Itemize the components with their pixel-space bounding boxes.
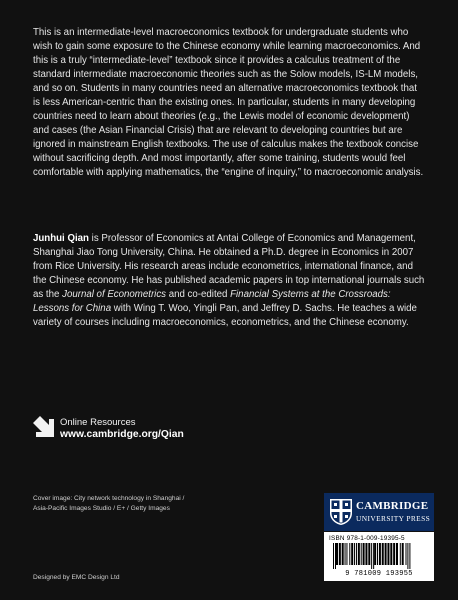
bio-text-1: is Professor of Economics at Antai College of Economics and Management, Shanghai Jiao Tong University, China. He obtained a Ph.D. degree in Economics in 2007 from Rice University. His research areas include econometrics, international finance, and the Chinese economy. He has published academic papers in top international journals such as the [33,233,425,300]
barcode-bar [407,543,408,569]
journal-title: Journal of Econometrics [62,289,167,300]
barcode-bar [368,543,370,565]
barcode-bar [365,543,367,565]
barcode-bar [406,543,407,565]
barcode-bar [354,543,355,565]
barcode-bar [373,543,374,569]
online-resources [33,414,253,454]
barcode-bar [349,543,350,565]
barcode-bar [339,543,341,565]
publisher-name: CAMBRIDGE [356,500,429,512]
barcode-bar [342,543,344,565]
barcode-bar [346,543,347,565]
bio-paragraph [33,232,425,330]
designer-credit: Designed by EMC Design Ltd [33,574,120,581]
barcode-bar [387,543,389,565]
cambridge-shield-icon [329,498,353,526]
barcode-bar [358,543,360,565]
barcode-bar [377,543,378,565]
credit-line-1: Cover image: City network technology in Shanghai / [33,495,185,502]
barcode-bar [409,543,410,569]
author-bio [33,232,425,330]
cover-image-credit [33,494,243,514]
barcode-bar [333,543,334,569]
publisher-logo [324,493,434,531]
barcode-bars [332,543,426,569]
online-resources-label: Online Resources [60,417,136,428]
barcode-digits: 9 781009 193955 [345,570,413,578]
barcode-bar [374,543,376,565]
barcode-bar [379,543,381,565]
book-description [33,26,425,180]
barcode-bar [396,543,398,565]
barcode-bar [393,543,395,565]
bio-text-2: and co-edited [166,289,231,300]
barcode-bar [385,543,387,565]
barcode-bar [382,543,384,565]
barcode-bar [356,543,357,565]
credit-line-2: Asia-Pacific Images Studio / E+ / Getty Images [33,505,170,512]
barcode-bar [363,543,365,565]
barcode-bar [335,543,336,569]
author-name: Junhui Qian [33,233,89,244]
arrow-down-right-icon [33,416,55,438]
barcode-bar [361,543,362,565]
barcode-bar [351,543,353,565]
isbn-barcode [324,532,434,581]
barcode-bar [345,543,346,565]
publisher-subtitle: UNIVERSITY PRESS [356,514,431,523]
barcode-bar [402,543,404,565]
isbn-label: ISBN 978-1-009-19395-5 [329,535,405,542]
barcode-bar [371,543,372,569]
book-title: Financial Systems at the Crossroads: Lessons for China [33,289,391,314]
description-paragraph: This is an intermediate-level macroeconomics textbook for undergraduate students who wish to gain some exposure to the Chinese economy while learning macroeconomics. And this is a truly “intermediate-level” textbook since it provides a calculus treatment of the standard intermediate macroeconomic theories such as the Solow models, IS-LM models, and so on. Students in many countries need an alternative macroeconomics textbook that is less American-centric than the existing ones. In particular, students in many developing countries need to learn about theories (e.g., the Lewis model of economic development) and cases (the Asian Financial Crisis) that are relevant to developing countries but are ignored in mainstream English textbooks. The use of calculus makes the textbook concise without sacrificing depth. And most importantly, after some training, students would feel comfortable with applying mathematics, the “engine of inquiry,” to macroeconomic analysis. [33,27,424,178]
bio-text-3: with Wing T. Woo, Yingli Pan, and Jeffrey D. Sachs. He teaches a wide variety of courses including macroeconomics, econometrics, and the Chinese economy. [33,303,417,328]
barcode-bar [400,543,401,565]
barcode-bar [390,543,392,565]
online-resources-url[interactable]: www.cambridge.org/Qian [60,429,184,440]
barcode-bar [336,543,338,565]
